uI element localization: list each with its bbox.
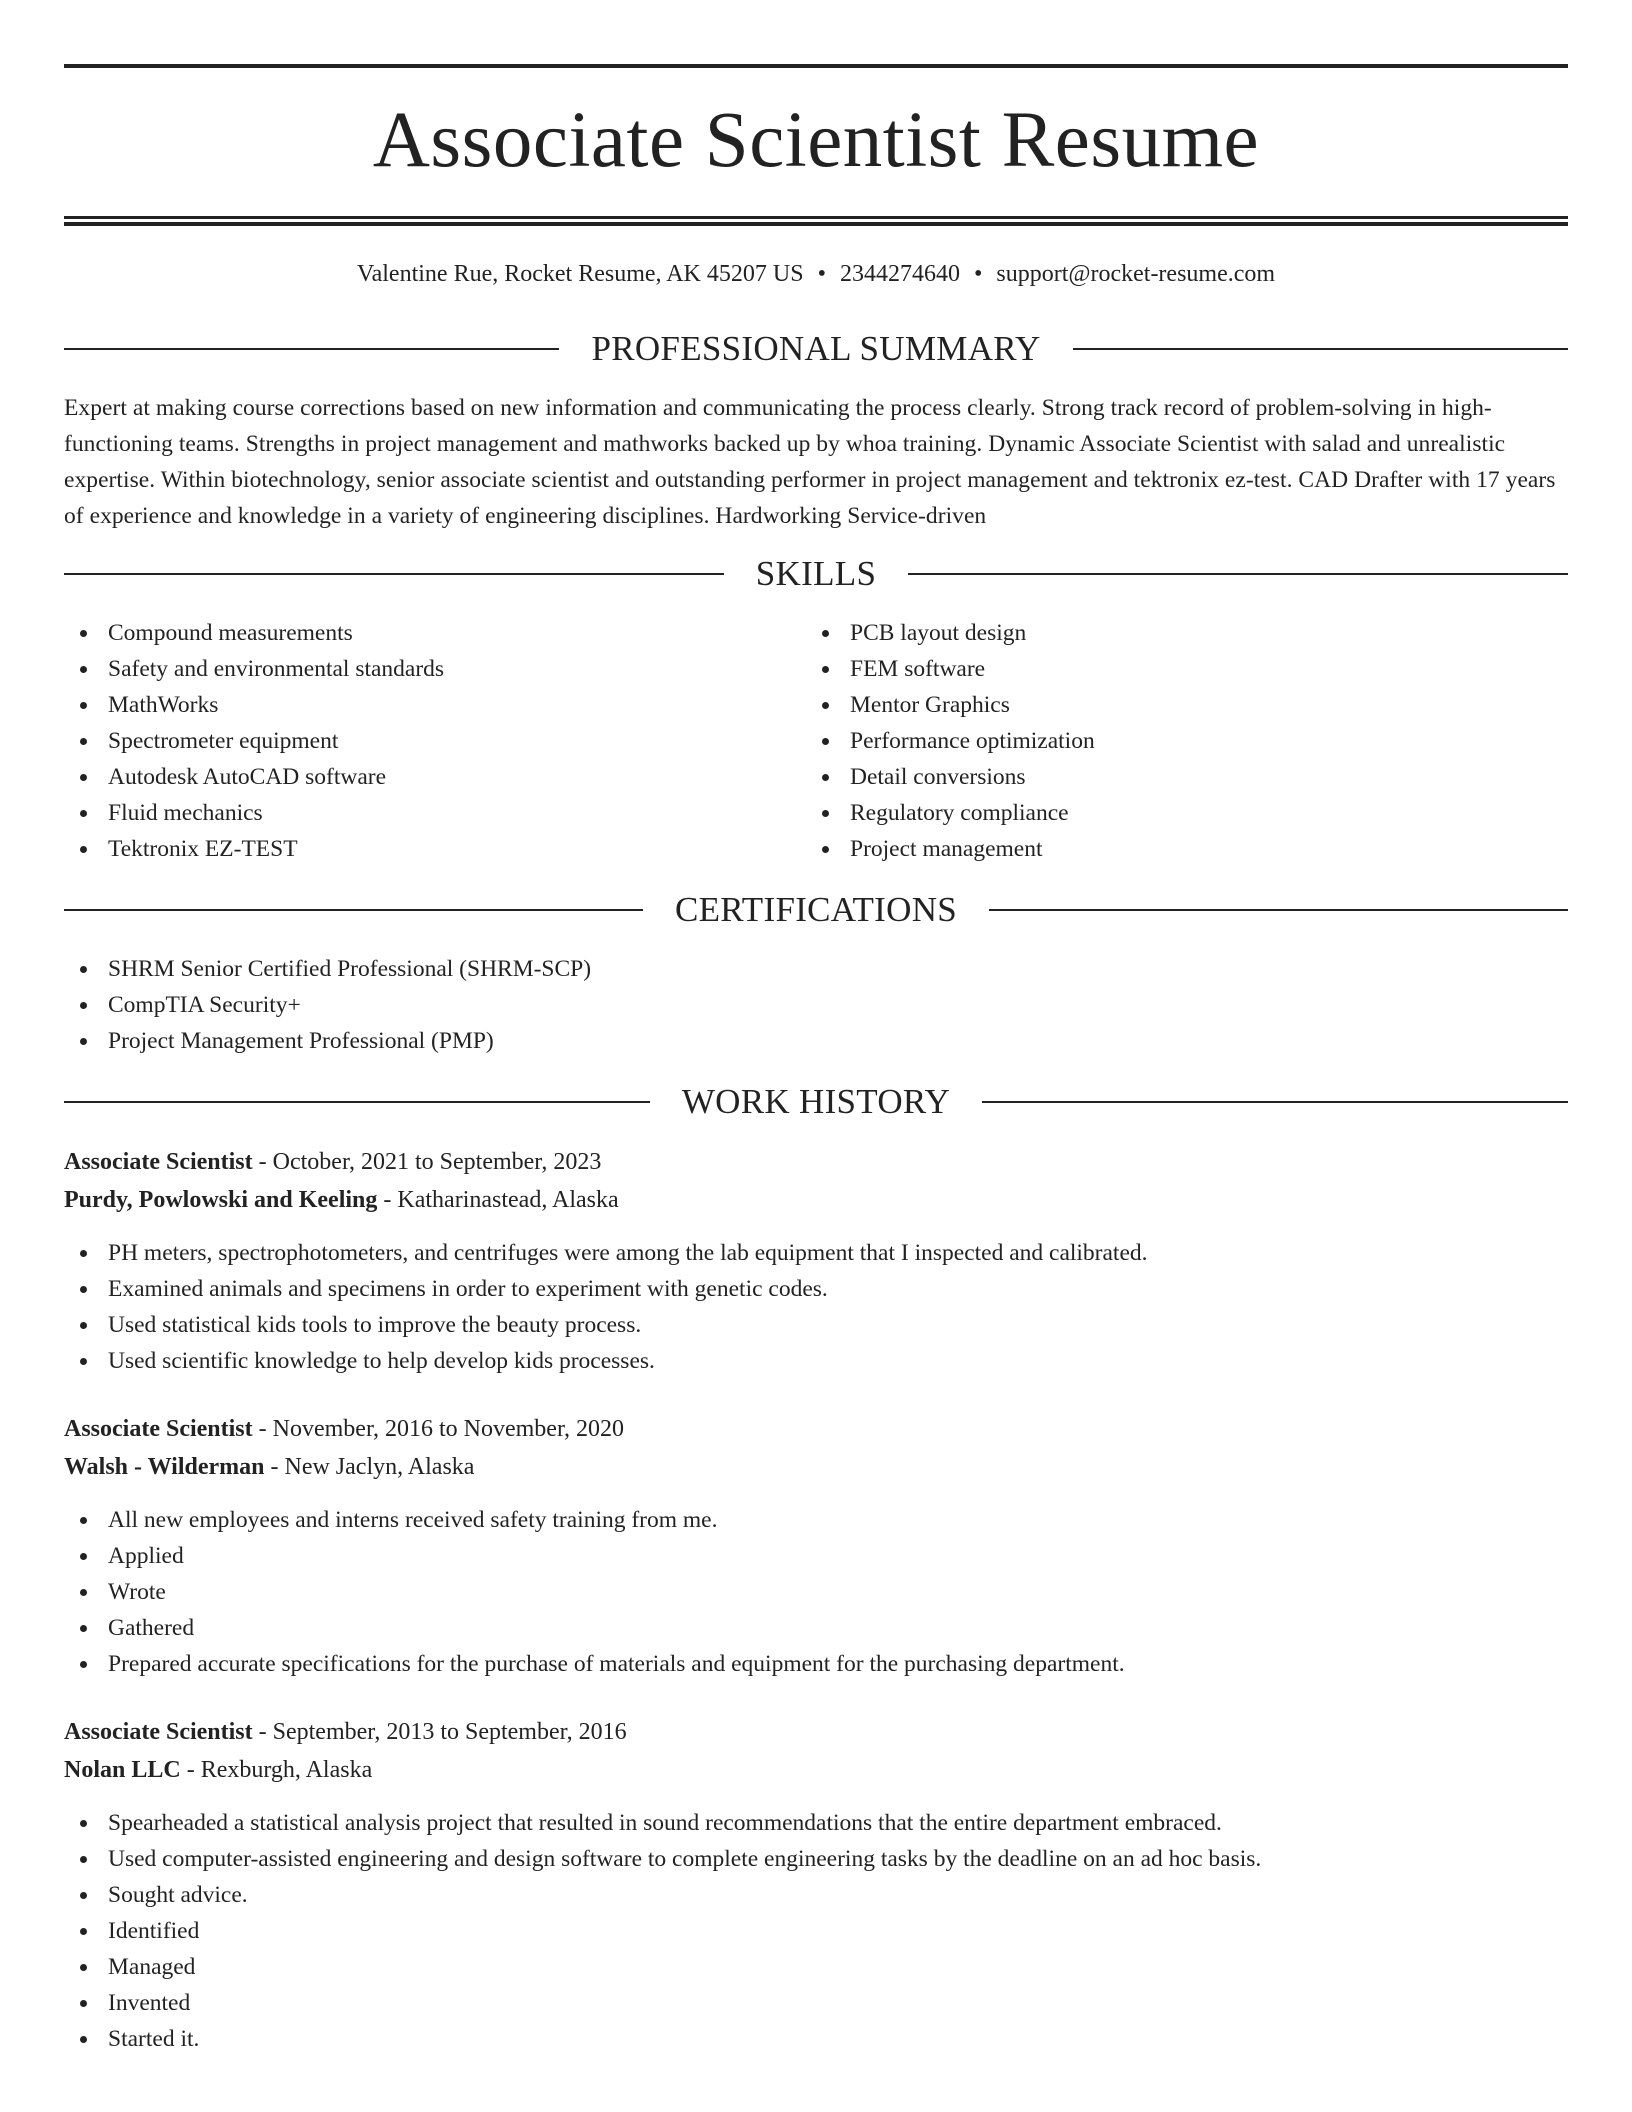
job-company-line: Nolan LLC - Rexburgh, Alaska [64, 1757, 373, 1783]
skills-list-right [806, 615, 1548, 867]
contact-phone: 2344274640 [839, 261, 960, 287]
section-heading-certifications [64, 892, 1568, 927]
skill-item: Compound measurements [64, 615, 806, 651]
skill-item: Spectrometer equipment [64, 723, 806, 759]
job-company: Purdy, Powlowski and Keeling [64, 1187, 378, 1213]
title-double-rule [64, 216, 1568, 226]
job-bullet: Gathered [64, 1610, 1568, 1646]
skill-item: Regulatory compliance [806, 795, 1548, 831]
job-bullet: Managed [64, 1949, 1568, 1985]
heading-rule [64, 573, 724, 575]
job-bullet: Wrote [64, 1574, 1568, 1610]
job-title-line: Associate Scientist - November, 2016 to November, 2020 [64, 1416, 624, 1442]
job-bullet: Invented [64, 1985, 1568, 2021]
skills-column-left [64, 615, 806, 867]
section-title: CERTIFICATIONS [674, 890, 958, 929]
heading-rule [64, 909, 643, 911]
job-title: Associate Scientist [64, 1416, 253, 1442]
job-company-line: Walsh - Wilderman - New Jaclyn, Alaska [64, 1454, 475, 1480]
job-bullet: Prepared accurate specifications for the purchase of materials and equipment for the purchasing department. [64, 1646, 1568, 1682]
skill-item: Safety and environmental standards [64, 651, 806, 687]
contact-email: support@rocket-resume.com [996, 261, 1276, 287]
certification-item: Project Management Professional (PMP) [64, 1023, 1568, 1059]
job-dates: November, 2016 to November, 2020 [272, 1416, 624, 1442]
heading-rule [908, 573, 1568, 575]
job-location: Katharinastead, Alaska [397, 1187, 619, 1213]
job-title-line: Associate Scientist - October, 2021 to September, 2023 [64, 1149, 602, 1175]
certification-item: CompTIA Security+ [64, 987, 1568, 1023]
skill-item: MathWorks [64, 687, 806, 723]
skill-item: Tektronix EZ-TEST [64, 831, 806, 867]
job-bullets [64, 1805, 1568, 2057]
job-title: Associate Scientist [64, 1149, 253, 1175]
summary-text: Expert at making course corrections based on new information and communicating the process clearly. Strong track record of problem-solving in high-functioning teams. Strengths in project management and mathworks backed up by whoa training. Dynamic Associate Scientist with salad and unrealistic expertise. Within biotechnology, senior associate scientist and outstanding performer in project management and tektronix ez-test. CAD Drafter with 17 years of experience and knowledge in a variety of engineering disciplines. Hardworking Service-driven [64, 395, 1556, 529]
skill-item: Fluid mechanics [64, 795, 806, 831]
job-bullet: Spearheaded a statistical analysis project that resulted in sound recommendations that the entire department embraced. [64, 1805, 1568, 1841]
job-bullet: Used scientific knowledge to help develop kids processes. [64, 1343, 1568, 1379]
job-entry [64, 1410, 1568, 1682]
resume-page [64, 64, 1568, 2057]
section-heading-summary [64, 331, 1568, 366]
skill-item: FEM software [806, 651, 1548, 687]
job-title-line: Associate Scientist - September, 2013 to September, 2016 [64, 1719, 627, 1745]
job-bullets [64, 1235, 1568, 1379]
job-bullet: Identified [64, 1913, 1568, 1949]
section-heading-work-history [64, 1084, 1568, 1119]
contact-line [64, 262, 1568, 286]
job-dates: October, 2021 to September, 2023 [272, 1149, 602, 1175]
certification-item: SHRM Senior Certified Professional (SHRM-SCP) [64, 951, 1568, 987]
job-entry [64, 1713, 1568, 2057]
skills-grid [64, 615, 1568, 867]
contact-address: Valentine Rue, Rocket Resume, AK 45207 US [356, 261, 804, 287]
job-bullet: All new employees and interns received safety training from me. [64, 1502, 1568, 1538]
job-bullet: Sought advice. [64, 1877, 1568, 1913]
job-title: Associate Scientist [64, 1719, 253, 1745]
job-bullet: Used statistical kids tools to improve the beauty process. [64, 1307, 1568, 1343]
job-entry [64, 1143, 1568, 1379]
heading-rule [989, 909, 1568, 911]
job-company: Nolan LLC [64, 1757, 181, 1783]
job-bullet: Applied [64, 1538, 1568, 1574]
job-bullets [64, 1502, 1568, 1682]
heading-rule [982, 1101, 1568, 1103]
job-location: New Jaclyn, Alaska [284, 1454, 475, 1480]
skill-item: Autodesk AutoCAD software [64, 759, 806, 795]
heading-rule [64, 1101, 650, 1103]
bullet-separator: • [817, 261, 826, 287]
section-title: WORK HISTORY [681, 1082, 951, 1121]
bullet-separator: • [973, 261, 983, 287]
job-company: Walsh - Wilderman [64, 1454, 265, 1480]
certifications-list [64, 951, 1568, 1059]
job-bullet: Used computer-assisted engineering and design software to complete engineering tasks by the deadline on an ad hoc basis. [64, 1841, 1568, 1877]
heading-rule [64, 348, 559, 350]
job-location: Rexburgh, Alaska [200, 1757, 373, 1783]
section-title: SKILLS [755, 554, 877, 593]
skill-item: Project management [806, 831, 1548, 867]
skills-column-right [806, 615, 1548, 867]
section-heading-skills [64, 556, 1568, 591]
job-bullet: Started it. [64, 2021, 1568, 2057]
section-title: PROFESSIONAL SUMMARY [591, 329, 1041, 368]
heading-rule [1073, 348, 1568, 350]
job-dates: September, 2013 to September, 2016 [272, 1719, 627, 1745]
skill-item: PCB layout design [806, 615, 1548, 651]
skill-item: Detail conversions [806, 759, 1548, 795]
job-bullet: Examined animals and specimens in order to experiment with genetic codes. [64, 1271, 1568, 1307]
skill-item: Performance optimization [806, 723, 1548, 759]
skills-list-left [64, 615, 806, 867]
resume-title: Associate Scientist Resume [372, 97, 1260, 184]
job-bullet: PH meters, spectrophotometers, and centrifuges were among the lab equipment that I inspected and calibrated. [64, 1235, 1568, 1271]
skill-item: Mentor Graphics [806, 687, 1548, 723]
job-company-line: Purdy, Powlowski and Keeling - Katharinastead, Alaska [64, 1187, 619, 1213]
